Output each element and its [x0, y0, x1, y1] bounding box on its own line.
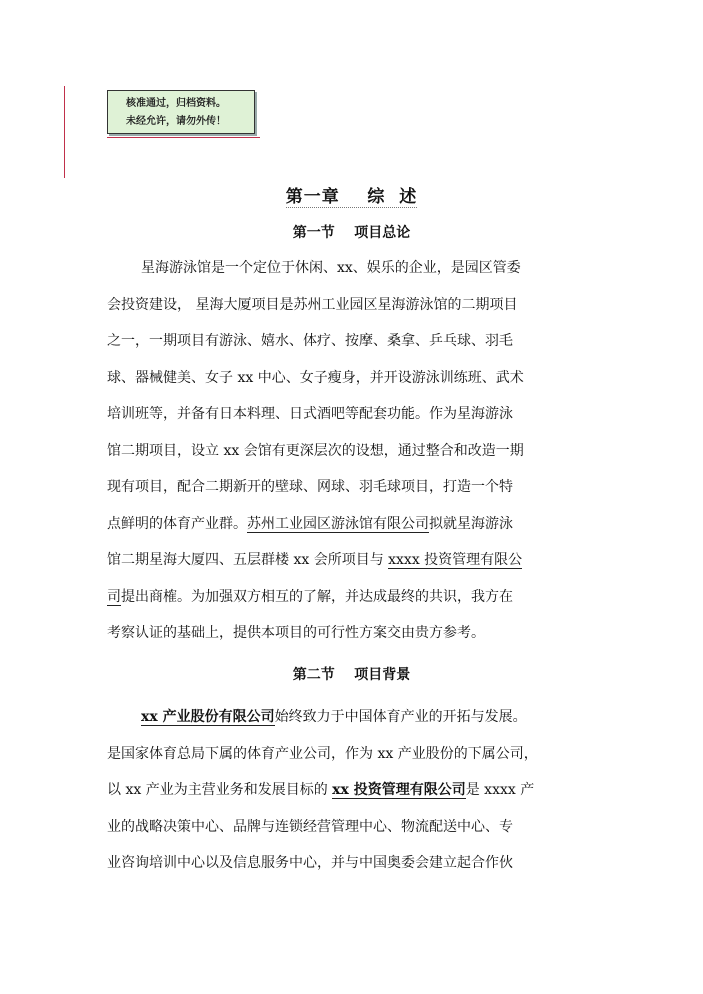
approval-stamp: [107, 90, 255, 134]
paragraph-line: 之一，一期项目有游泳、嬉水、体疗、按摩、桑拿、乒乓球、羽毛: [107, 333, 513, 349]
section-2-body: [107, 699, 597, 882]
paragraph-line: 会投资建设， 星海大厦项目是苏州工业园区星海游泳馆的二期项目: [107, 296, 518, 313]
paragraph-line: 培训班等，并备有日本料理、日式酒吧等配套功能。作为星海游泳: [107, 406, 513, 422]
paragraph-line: 业咨询培训中心以及信息服务中心，并与中国奥委会建立起合作伙: [107, 855, 513, 871]
paragraph-line: 馆二期星海大厦四、五层群楼 xx 会所项目与 xxxx 投资管理有限公: [107, 552, 523, 568]
paragraph-line: 馆二期项目，设立 xx 会馆有更深层次的设想，通过整合和改造一期: [107, 442, 524, 459]
company-link-xxxx-cont: 司: [107, 588, 121, 605]
stamp-line-2: 未经允许，请勿外传！: [126, 116, 226, 127]
paragraph-line: 是国家体育总局下属的体育产业公司，作为 xx 产业股份的下属公司，: [107, 745, 538, 762]
stamp-line-1: 核准通过，归档资料。: [126, 98, 226, 109]
company-link-xxxx: xxxx 投资管理有限公: [388, 552, 523, 568]
paragraph-line: xx 产业股份有限公司始终致力于中国体育产业的开拓与发展。: [141, 709, 527, 725]
paragraph-line: 司提出商榷。为加强双方相互的了解，并达成最终的共识，我方在: [107, 588, 513, 605]
stamp-underline: [107, 137, 260, 138]
company-link-suzhou: 苏州工业园区游泳馆有限公司: [247, 515, 429, 532]
company-link-xx-investment: xx 投资管理有限公司: [332, 782, 466, 798]
paragraph-line: 考察认证的基础上，提供本项目的可行性方案交由贵方参考。: [107, 625, 485, 641]
paragraph-line: 点鲜明的体育产业群。苏州工业园区游泳馆有限公司拟就星海游泳: [107, 515, 513, 532]
section-1-title: 第一节 项目总论: [292, 225, 411, 241]
section-1-body: [107, 250, 597, 652]
paragraph-line: 星海游泳馆是一个定位于休闲、xx、娱乐的企业，是园区管委: [141, 260, 521, 276]
company-link-xx-industry: xx 产业股份有限公司: [141, 709, 275, 725]
margin-marker-line: [64, 86, 65, 178]
paragraph-line: 球、器械健美、女子 xx 中心、女子瘦身，并开设游泳训练班、武术: [107, 369, 524, 386]
paragraph-line: 业的战略决策中心、品牌与连锁经营管理中心、物流配送中心、专: [107, 818, 513, 835]
chapter-title: 第一章 综 述: [285, 187, 418, 207]
paragraph-line: 现有项目，配合二期新开的壁球、网球、羽毛球项目，打造一个特: [107, 479, 513, 495]
section-2-title: 第二节 项目背景: [292, 667, 411, 683]
paragraph-line: 以 xx 产业为主营业务和发展目标的 xx 投资管理有限公司是 xxxx 产: [107, 782, 535, 798]
